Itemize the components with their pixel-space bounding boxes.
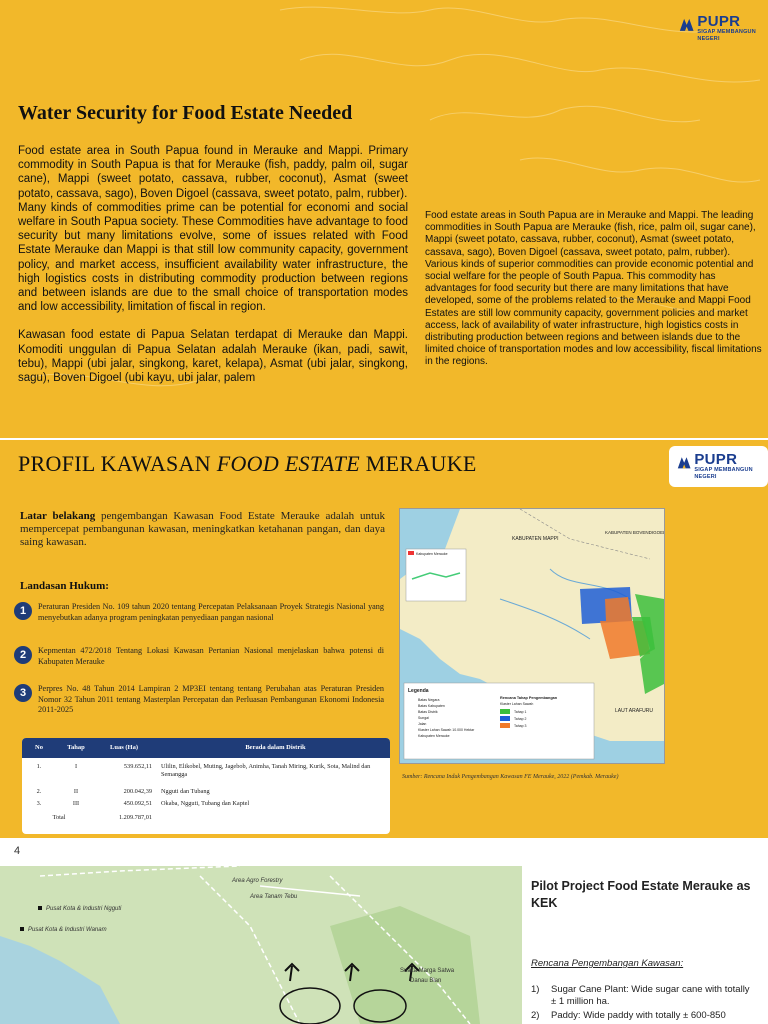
- pupr-emblem-icon: [677, 453, 691, 471]
- list-text: Sugar Cane Plant: Wide sugar cane with totally ± 1 million ha.: [551, 984, 750, 1007]
- landasan-hukum-title: Landasan Hukum:: [20, 580, 109, 592]
- legend-swatch-tahap2: [500, 716, 510, 721]
- law-item: [14, 602, 384, 623]
- total-label: Total: [52, 814, 66, 821]
- slide-water-security: [0, 0, 768, 438]
- header-cell: No: [35, 744, 43, 751]
- legend-rencana: Rencana Tahap Pengembangan: [500, 696, 558, 700]
- slide2-title: [18, 450, 477, 478]
- law-number: 2: [14, 646, 32, 664]
- list-text: Paddy: Wide paddy with totally ± 600-850: [551, 1010, 726, 1021]
- legend-title: Legenda: [408, 688, 429, 694]
- map-label: Suaka Marga Satwa: [400, 968, 455, 974]
- map-label: Pusat Kota & Industri Wanam: [28, 927, 107, 933]
- map-label-boven: KABUPATEN BOVENDIGOEL: [605, 530, 664, 535]
- title-part: MERAUKE: [359, 451, 477, 476]
- slide-profil-kawasan: [0, 440, 768, 838]
- latar-text: pengembangan Kawasan Food Estate Merauke adalah untuk mempercepat pembangunan kawasan, meningkatkan ketahanan pangan, dan daya saing kawasan.: [20, 510, 385, 549]
- legend-item: Batas Negara: [418, 698, 440, 702]
- table-cell: III: [72, 800, 80, 807]
- table-cell: 450.092,51: [123, 800, 152, 807]
- paragraph: Many kinds of commodities prime can be potential for economi and social welfare in South Papua society. These Commodities have advantage to food security but many limitations evolve, some of issues related with Food Estate Merauke dan Mappi is that still low community capacity, government policy, and market access, insufficient availability water infrastructure, the high logistics costs in distributing commodity production between regions and between islands are due to the small choice of transportation modes and low accessibility, limitation of fiscal in region.: [18, 201, 408, 314]
- law-item: [14, 646, 384, 667]
- map-label: Pusat Kota & Industri Ngguti: [46, 906, 122, 912]
- logo-tagline: SIGAP MEMBANGUN NEGERI: [694, 467, 753, 480]
- legend-tahap2: Tahap 2: [514, 717, 527, 721]
- header-cell: Berada dalam Distrik: [245, 744, 306, 751]
- table-cell: I: [74, 763, 78, 770]
- legend-box: [404, 683, 594, 759]
- law-text: Perpres No. 48 Tahun 2014 Lampiran 2 MP3EI tentang tentang Perubahan atas Peraturan Presiden Nomor 32 Tahun 2011 tentang Masterplan Percepatan dan Perluasan Pembangunan Ekonomi Indonesia 2011-2025: [38, 684, 384, 714]
- legend-item: Klaster Lahan Sawah 10.000 Hektar: [418, 728, 475, 732]
- title-part: PROFIL KAWASAN: [18, 451, 217, 476]
- slide-pilot-project: [0, 866, 768, 1024]
- map-label-mappi: KABUPATEN MAPPI: [512, 536, 559, 542]
- inset-label: Kabupaten Merauke: [416, 552, 448, 556]
- legend-swatch-tahap1: [500, 709, 510, 714]
- map-source: Sumber: Rencana Induk Pengembangan Kawasan FE Merauke, 2022 (Pemkab. Merauke): [402, 774, 619, 780]
- table-total-row: [22, 814, 390, 826]
- law-text: Kepmentan 472/2018 Tentang Lokasi Kawasan Pertanian Nasional menjelaskan bahwa potensi di Kabupaten Merauke: [38, 646, 384, 666]
- law-item: [14, 684, 384, 716]
- paragraph: Various kinds of superior commodities can provide economic potential and social welfare for the people of South Papua. This commodity has advantages for food security but there are many limitations that have developed, some of the problems related to the Merauke and Mappi Food Estates are still low community capacity, government policies and market access, lack of availability of water infrastructure, high logistics costs in distributing production between regions and between islands due to the limited choice of transportation modes and low accessibility, fiscal limitations in the regions.: [425, 258, 762, 368]
- slide1-title: Water Security for Food Estate Needed: [18, 102, 353, 124]
- latar-label: Latar belakang: [20, 510, 96, 522]
- map-label-laut: LAUT ARAFURU: [615, 708, 653, 714]
- table-cell: Okaba, Ngguti, Tubang dan Kaptel: [161, 800, 250, 807]
- list-number: 2): [531, 1010, 540, 1021]
- pupr-logo: [677, 452, 760, 481]
- table-cell: 200.042,39: [123, 788, 152, 795]
- logo-brand: PUPR: [697, 13, 741, 30]
- map-label: Danau Bian: [410, 978, 442, 984]
- legend-tahap3: Tahap 3: [514, 724, 527, 728]
- table-row: [22, 788, 390, 800]
- city-marker-icon: [20, 927, 24, 931]
- paragraph: Kawasan food estate di Papua Selatan terdapat di Merauke dan Mappi. Komoditi unggulan di Papua Selatan adalah Merauke (ikan, padi, sawit, tebu), Mappi (ubi jalar, singkong, karet, kelapa), Asmat (ubi jalar, singkong, sagu), Boven Digoel (ubi kayu, ubi jalar, palem: [18, 329, 408, 385]
- table-cell: Ulilin, Elikobel, Muting, Jagebob, Animha, Tanah Miring, Kurik, Sota, Malind dan Semangga: [161, 763, 371, 778]
- table-cell: 3.: [36, 800, 42, 807]
- legend-item: Sungai: [418, 716, 429, 720]
- table-cell: 539.652,11: [123, 763, 152, 770]
- logo-tagline: SIGAP MEMBANGUN NEGERI: [697, 29, 756, 42]
- merauke-map: [399, 508, 665, 764]
- list-item: [531, 1010, 753, 1022]
- map-label: Area Agro Forestry: [232, 878, 283, 884]
- map-label: Area Tanam Tebu: [250, 894, 298, 900]
- tahap-table: [22, 738, 390, 834]
- slide1-left-column: [18, 144, 408, 385]
- legend-item: Kabupaten Merauke: [418, 734, 450, 738]
- table-cell: 2.: [36, 788, 42, 795]
- header-cell: Luas (Ha): [110, 744, 138, 751]
- paragraph: Food estate area in South Papua found in Merauke and Mappi. Primary commodity in South Papua is that for Merauke (fish, paddy, palm oil, sugar cane), Mappi (sweet potato, cassava, rubber, coconut), Asmat (sweet potato, cassava, sago), Boven Digoel (cassava, sweet potato, palm, rubber).: [18, 145, 408, 200]
- merauke-map-svg: [400, 509, 664, 763]
- legend-item: Batas Distrik: [418, 710, 438, 714]
- pupr-emblem-icon: [679, 15, 694, 33]
- law-number: 1: [14, 602, 32, 620]
- slide1-right-column: [425, 210, 763, 369]
- city-marker-icon: [38, 906, 42, 910]
- law-number: 3: [14, 684, 32, 702]
- legend-tahap1: Tahap 1: [514, 710, 527, 714]
- logo-brand: PUPR: [694, 451, 738, 468]
- list-number: 1): [531, 984, 540, 995]
- list-item: [531, 984, 753, 1008]
- table-row: [22, 763, 390, 785]
- header-cell: Tahap: [67, 744, 85, 751]
- paragraph: Food estate areas in South Papua are in Merauke and Mappi. The leading commodities in South Papua are Merauke (fish, rice, palm oil, sugar cane), Mappi (sweet potato, cassava, rubber, coconut), Asmat (sweet potato, cassava, sago), Boven Digoel (cassava, sweet potato, palm, rubber).: [425, 210, 756, 258]
- slide3-subtitle: Rencana Pengembangan Kawasan:: [531, 958, 684, 969]
- pupr-logo: [679, 14, 768, 43]
- law-text: Peraturan Presiden No. 109 tahun 2020 tentang Percepatan Pelaksanaan Proyek Strategis Nasional yang menyebutkan adanya program peningkatan penyediaan pangan nasional: [38, 602, 384, 622]
- legend-item: Batas Kabupaten: [418, 704, 445, 708]
- table-cell: II: [73, 788, 79, 795]
- legend-swatch-tahap3: [500, 723, 510, 728]
- kek-map: [0, 866, 522, 1024]
- latar-belakang: [20, 510, 385, 550]
- inset-legend-swatch: [408, 551, 414, 555]
- slide3-title: Pilot Project Food Estate Merauke as KEK: [531, 879, 751, 910]
- page-number: 4: [14, 845, 21, 857]
- pupr-logo-box: [669, 446, 768, 487]
- table-header: [22, 738, 390, 758]
- title-italic: FOOD ESTATE: [216, 451, 360, 476]
- total-value: 1.209.787,01: [118, 814, 152, 821]
- legend-klaster: Klaster Lahan Sawah: [500, 702, 534, 706]
- table-cell: Ngguti dan Tubang: [161, 788, 210, 795]
- table-row: [22, 800, 390, 814]
- legend-item: Jalan: [418, 722, 427, 726]
- table-cell: 1.: [36, 763, 42, 770]
